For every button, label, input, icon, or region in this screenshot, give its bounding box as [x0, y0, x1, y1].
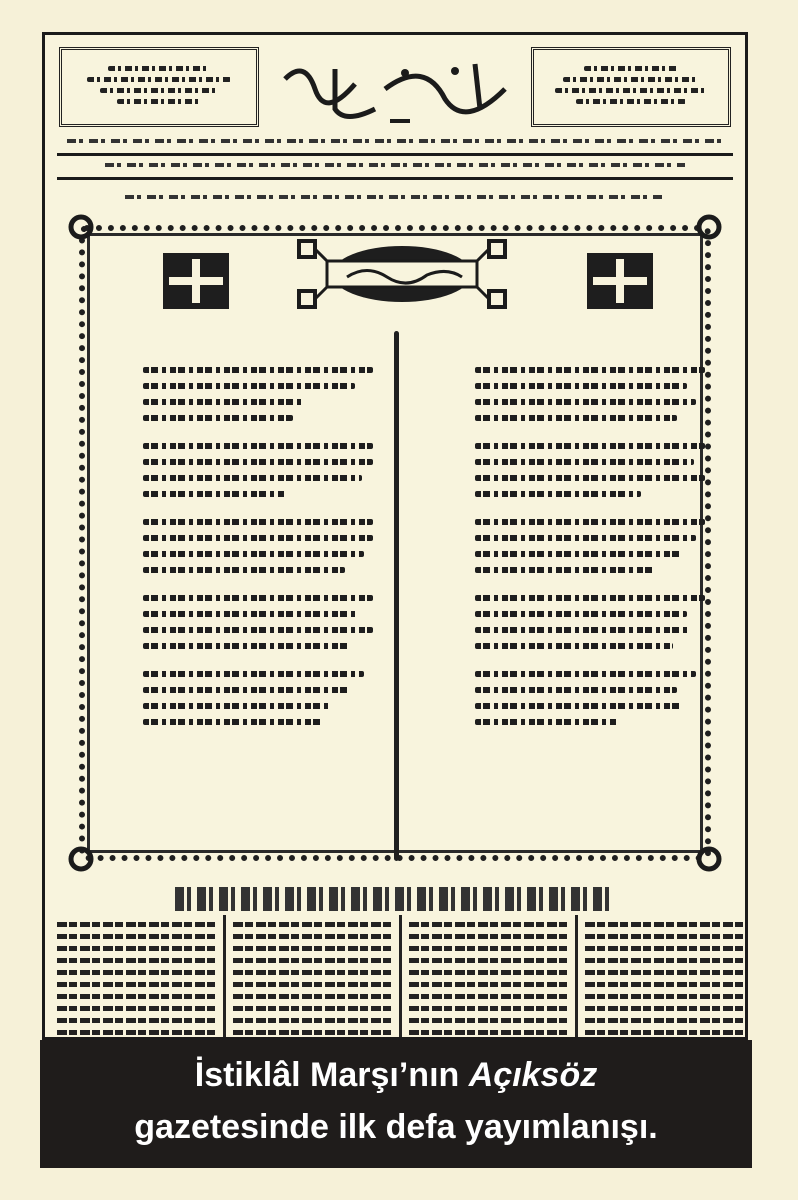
poem-column-right [143, 357, 373, 747]
newspaper-masthead [45, 35, 745, 225]
masthead-dateline [105, 163, 685, 167]
caption-line-2: gazetesinde ilk defa yayımlanışı. [134, 1108, 658, 1146]
newspaper-scan [42, 32, 748, 1040]
news-column [233, 915, 393, 1039]
news-column-rule [399, 915, 402, 1037]
newspaper-title-calligraphy [275, 49, 525, 129]
lower-section-headline [175, 887, 615, 911]
masthead-right-box [531, 47, 731, 127]
masthead-left-box [59, 47, 259, 127]
corner-flourish-icon [689, 213, 723, 247]
news-column-rule [223, 915, 226, 1037]
image-caption [40, 1040, 752, 1168]
news-column-rule [575, 915, 578, 1037]
anthem-poem-panel [67, 213, 723, 873]
poem-column-left [475, 357, 705, 747]
decorative-banner-icon [297, 239, 507, 309]
masthead-rule [57, 153, 733, 156]
masthead-rule-lower [57, 177, 733, 180]
news-column [57, 915, 217, 1039]
corner-flourish-icon [67, 839, 101, 873]
ornamental-cross-icon [163, 253, 229, 309]
news-column [585, 915, 745, 1039]
news-column [409, 915, 569, 1039]
ornamental-cross-icon [587, 253, 653, 309]
caption-line-1 [40, 1052, 752, 1098]
corner-flourish-icon [689, 839, 723, 873]
masthead-note-line [125, 195, 665, 199]
caption-line-1-text: İstiklâl Marşı’nın [194, 1056, 469, 1094]
corner-flourish-icon [67, 213, 101, 247]
caption-newspaper-name: Açıksöz [468, 1056, 598, 1094]
masthead-subline [67, 139, 723, 143]
column-divider [394, 331, 399, 861]
